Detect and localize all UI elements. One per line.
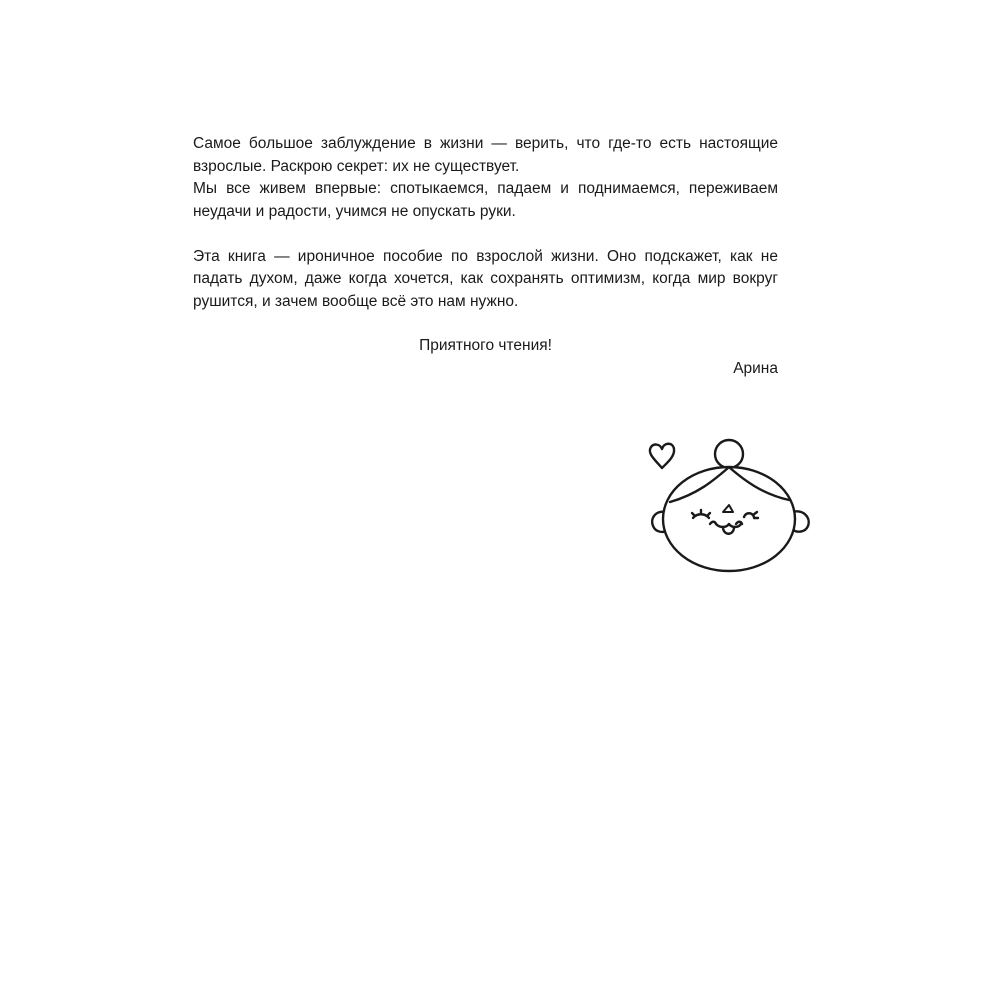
preface-text (193, 133, 778, 380)
hair-bun (715, 440, 743, 468)
winking-girl-face-icon (640, 432, 820, 577)
heart-icon (650, 444, 674, 468)
author-signature: Арина (733, 359, 778, 377)
preface-paragraph-3: Эта книга — ироничное пособие по взрослой жизни. Оно подскажет, как не падать духом, даже когда хочется, как сохранять оптимизм, когда мир вокруг рушится, и зачем вообще всё это нам нужно. (193, 247, 778, 310)
preface-paragraph-2: Мы все живем впервые: спотыкаемся, падаем и поднимаемся, переживаем неудачи и радости, учимся не опускать руки. (193, 180, 778, 220)
closing-line: Приятного чтения! (419, 337, 552, 354)
face-outline (663, 467, 795, 571)
preface-paragraph-1: Самое большое заблуждение в жизни — верить, что где-то есть настоящие взрослые. Раскрою секрет: их не существует. (193, 135, 778, 175)
